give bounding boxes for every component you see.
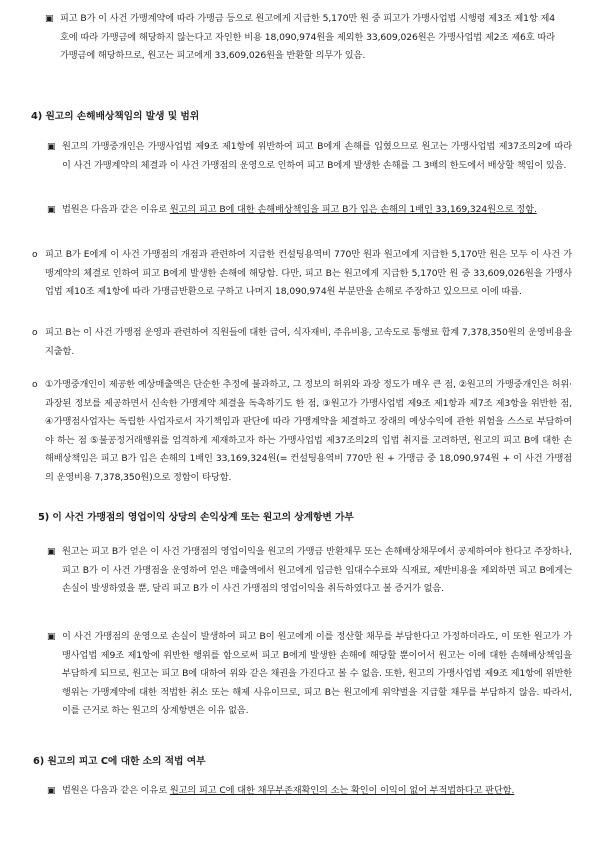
- section-heading-6: 6) 원고의 피고 C에 대한 소의 적법 여부: [33, 756, 206, 767]
- paragraph-text: 피고 B는 이 사건 가맹점 운영과 관련하여 직원들에 대한 급여, 식자재비, 주유비용, 고속도로 통행료 합계 7,378,350원의 운영비용을 지출함.: [45, 327, 572, 357]
- square-bullet-icon: ▣: [47, 142, 56, 152]
- paragraph-court-decision-damages: [47, 201, 572, 220]
- paragraph-damages-liability: [47, 138, 572, 175]
- circle-bullet-icon: o: [32, 250, 38, 260]
- paragraph-reasons-list: [32, 376, 572, 488]
- paragraph-operating-costs: [32, 324, 572, 361]
- square-bullet-icon: ▣: [47, 547, 56, 557]
- paragraph-text: 법원은 다음과 같은 이유로: [62, 204, 170, 215]
- square-bullet-icon: ▣: [45, 14, 54, 24]
- paragraph-text: 원고의 가맹중개인은 가맹사업법 제9조 제1항에 위반하여 피고 B에게 손해를 입혔으므로 원고는 가맹사업법 제37조의2에 따라 이 사건 가맹계약의 체결과 이 사건 가맹점의 운영으로 인하여 피고 B에게 발생한 손해를 그 3배의 한도에서 배상할 책임이 있음.: [62, 141, 572, 171]
- paragraph-text: 피고 B가 E에게 이 사건 가맹점의 개점과 관련하여 지급한 컨설팅용역비 770만 원과 원고에게 지급한 5,170만 원은 모두 이 사건 가맹계약의 체결로 인하여 피고 B에게 발생한 손해에 해당함. 다만, 피고 B는 원고에게 지급한 5,170만 원 중 33,609,026원을 가맹사업법 제10조 제1항에 따라 가맹금반환으로 구하고 나머지 18,090,974원 부분만을 손해로 주장하고 있으므로 이에 따름.: [45, 249, 572, 298]
- square-bullet-icon: ▣: [47, 632, 56, 642]
- section-heading-5: 5) 이 사건 가맹점의 영업이익 상당의 손익상계 또는 원고의 상계항변 가부: [38, 512, 354, 523]
- paragraph-court-decision-standing: [47, 782, 572, 801]
- paragraph-text: 피고 B가 이 사건 가맹계약에 따라 가맹금 등으로 원고에게 지급한 5,170만 원 중 피고가 가맹사업법 시행령 제3조 제1항 제4호에 따라 가맹금에 해당하지 않는다고 자인한 비용 18,090,974원을 제외한 33,609,026원은 가맹사업법 제2조 제6호 따라 가맹금에 해당하므로, 원고는 피고에게 33,609,026원을 반환할 의무가 있음.: [60, 13, 555, 62]
- underlined-conclusion: 원고의 피고 C에 대한 채무부존재확인의 소는 확인이 이익이 없어 부적법하다고 판단함.: [169, 785, 515, 796]
- paragraph-offset-claim: [47, 543, 572, 599]
- paragraph-set-off-defense: [47, 628, 572, 721]
- paragraph-refund-obligation: [45, 10, 555, 66]
- paragraph-text: ①가맹중개인이 제공한 예상매출액은 단순한 추정에 불과하고, 그 정보의 허위와 과장 정도가 매우 큰 점, ②원고의 가맹중개인은 허위·과장된 정보를 제공하면서 신속한 가맹계약 체결을 독촉하기도 한 점, ③원고가 가맹사업법 제9조 제1항과 제7조 제3항을 위반한 점, ④가맹점사업자는 독립한 사업자로서 자기책임과 판단에 따라 가맹계약을 체결하고 장래의 예상수익에 관한 위험을 스스로 부담하여야 하는 점 ⑤불공정거래행위를 엄격하게 제재하고자 하는 가맹사업법 제37조의2의 입법 취지를 고려하면, 원고의 피고 B에 대한 손해배상책임은 피고 B가 입은 손해의 1배인 33,169,324원(= 컨설팅용역비 770만 원 + 가맹금 중 18,090,974원 + 이 사건 가맹점의 운영비용 7,378,350원)으로 정함이 타당함.: [45, 379, 572, 483]
- paragraph-text: 원고는 피고 B가 얻은 이 사건 가맹점의 영업이익을 원고의 가맹금 반환채무 또는 손해배상채무에서 공제하여야 한다고 주장하나, 피고 B가 이 사건 가맹점을 운영하여 얻은 매출액에서 원고에게 입금한 임대수수료와 식재료, 제반비용을 제외하면 피고 B에게는 손실이 발생하였을 뿐, 달리 피고 B가 이 사건 가맹점의 영업이익을 취득하였다고 볼 증거가 없음.: [62, 546, 572, 595]
- square-bullet-icon: ▣: [47, 786, 56, 796]
- paragraph-text: 이 사건 가맹점의 운영으로 손실이 발생하여 피고 B이 원고에게 이를 정산할 채무를 부담한다고 가정하더라도, 이 또한 원고가 가맹사업법 제9조 제1항에 위반한 행위를 함으로써 피고 B에게 발생한 손해에 해당할 뿐이어서 원고는 이에 대한 손해배상책임을 부담하게 되므로, 원고는 피고 B에 대하여 위와 같은 채권을 가진다고 볼 수 없음. 또한, 원고의 가맹사업법 제9조 제1항에 위반한 행위는 가맹계약에 대한 적법한 취소 또는 해제 사유이므로, 피고 B는 원고에게 위약벌을 지급할 채무를 부담하지 않음. 따라서, 이를 근거로 하는 원고의 상계항변은 이유 없음.: [62, 631, 572, 717]
- circle-bullet-icon: o: [32, 380, 38, 390]
- underlined-conclusion: 원고의 피고 B에 대한 손해배상책임을 피고 B가 입은 손해의 1배인 33,169,324원으로 정함.: [169, 204, 537, 215]
- section-heading-4: 4) 원고의 손해배상책임의 발생 및 범위: [31, 111, 200, 122]
- paragraph-consulting-fee: [32, 246, 572, 302]
- square-bullet-icon: ▣: [47, 205, 56, 215]
- paragraph-text: 법원은 다음과 같은 이유로: [62, 785, 170, 796]
- circle-bullet-icon: o: [32, 328, 38, 338]
